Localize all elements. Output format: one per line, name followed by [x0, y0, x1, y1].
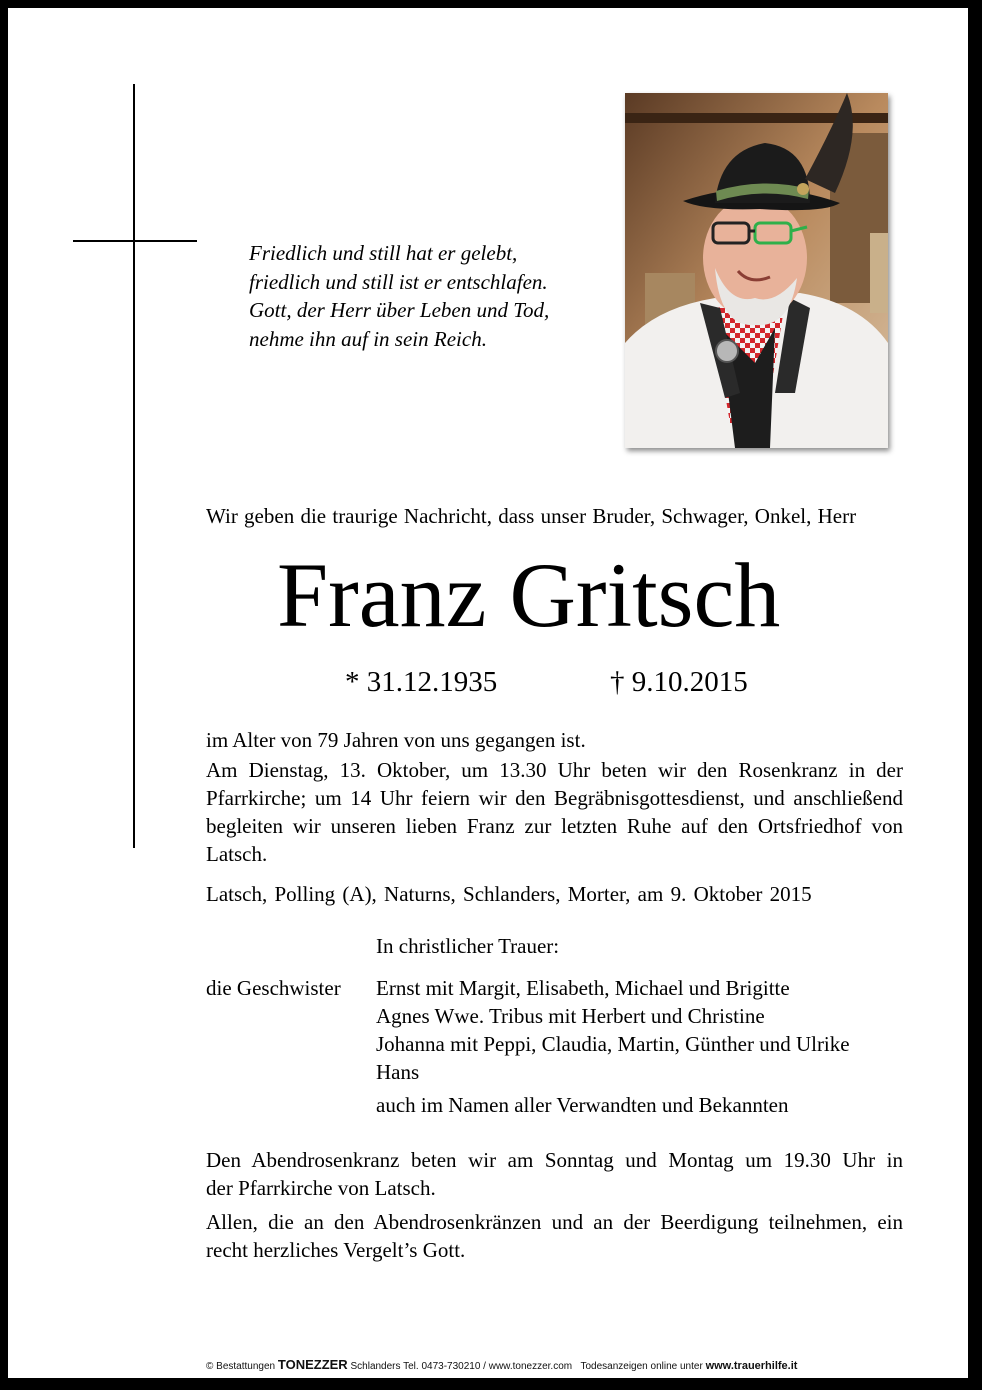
- family-list: [376, 974, 850, 1086]
- poem-line: friedlich und still ist er entschlafen.: [249, 269, 548, 294]
- cross-vertical-icon: [133, 84, 135, 848]
- place-date: Latsch, Polling (A), Naturns, Schlanders, Morter, am 9. Oktober 2015: [206, 882, 812, 906]
- ceremony-paragraph: [206, 756, 903, 868]
- death-date: † 9.10.2015: [610, 666, 748, 698]
- ceremony-line: begleiten wir unseren lieben Franz zur letzten Ruhe auf den Ortsfriedhof von: [206, 814, 903, 838]
- family-line: Johanna mit Peppi, Claudia, Martin, Günther und Ulrike: [376, 1032, 850, 1056]
- thanks-line: Allen, die an den Abendrosenkränzen und an der Beerdigung teilnehmen, ein: [206, 1210, 903, 1234]
- portrait-photo: [625, 93, 888, 448]
- poem-line: Friedlich und still hat er gelebt,: [249, 241, 518, 265]
- mourning-header: In christlicher Trauer:: [376, 934, 560, 958]
- poem: [249, 239, 549, 353]
- deceased-name: Franz Gritsch: [277, 544, 781, 646]
- family-line: Agnes Wwe. Tribus mit Herbert und Christine: [376, 1004, 765, 1028]
- cross-horizontal-icon: [73, 240, 197, 242]
- ceremony-line: Latsch.: [206, 842, 268, 866]
- birth-date: * 31.12.1935: [345, 666, 498, 698]
- portrait-image: [625, 93, 888, 448]
- siblings-label: die Geschwister: [206, 976, 341, 1000]
- family-line: Hans: [376, 1060, 420, 1084]
- closing-paragraphs: [206, 1146, 903, 1264]
- poem-line: Gott, der Herr über Leben und Tod,: [249, 298, 550, 322]
- footer-online-text: Todesanzeigen online unter: [580, 1361, 703, 1372]
- footer-details: Schlanders Tel. 0473-730210 / www.tonezzer.com: [350, 1361, 573, 1372]
- age-line: im Alter von 79 Jahren von uns gegangen ist.: [206, 728, 586, 752]
- family-line: Ernst mit Margit, Elisabeth, Michael und Brigitte: [376, 976, 790, 1000]
- ceremony-line: Pfarrkirche; um 14 Uhr feiern wir den Begräbnisgottesdienst, und anschließend: [206, 786, 903, 810]
- footer-online-link[interactable]: www.trauerhilfe.it: [705, 1360, 798, 1372]
- footer-company: TONEZZER: [277, 1357, 348, 1372]
- footer-prefix: © Bestattungen: [206, 1361, 276, 1372]
- footer: [206, 1358, 976, 1374]
- thanks-line: recht herzliches Vergelt’s Gott.: [206, 1238, 466, 1262]
- ceremony-line: Am Dienstag, 13. Oktober, um 13.30 Uhr beten wir den Rosenkranz in der: [206, 758, 903, 782]
- rosary-line: Den Abendrosenkranz beten wir am Sonntag und Montag um 19.30 Uhr in: [206, 1148, 903, 1172]
- intro-text: Wir geben die traurige Nachricht, dass unser Bruder, Schwager, Onkel, Herr: [206, 504, 857, 528]
- also-on-behalf: auch im Namen aller Verwandten und Bekannten: [376, 1093, 789, 1117]
- rosary-line: der Pfarrkirche von Latsch.: [206, 1176, 436, 1200]
- poem-line: nehme ihn auf in sein Reich.: [249, 326, 487, 351]
